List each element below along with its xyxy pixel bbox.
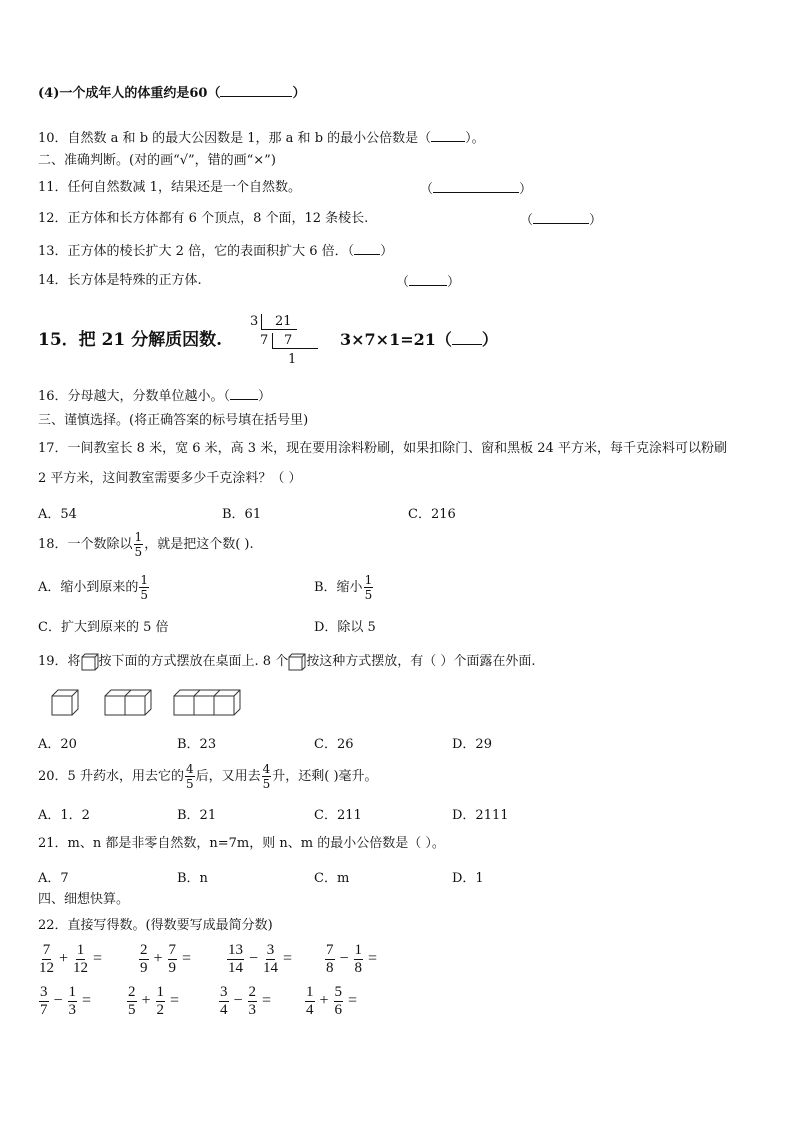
cube-icon bbox=[81, 653, 99, 671]
answer-blank[interactable] bbox=[220, 84, 292, 97]
q14-answer: （ ） bbox=[396, 275, 461, 290]
q12-answer: （ ） bbox=[520, 213, 603, 228]
calc-item: $\frac{7}{12}$ + $\frac{1}{12}$ = bbox=[39, 942, 103, 976]
answer-blank[interactable] bbox=[452, 330, 482, 345]
question-13: 13．正方体的棱长扩大 2 倍，它的表面积扩大 6 倍．（ ） bbox=[38, 244, 394, 259]
question-22: 22．直接写得数。(得数要写成最简分数) bbox=[38, 918, 273, 933]
q19-option-d[interactable]: D．29 bbox=[452, 737, 492, 752]
question-17-line2: 2 平方米，这间教室需要多少千克涂料？（ ） bbox=[38, 471, 302, 486]
question-15: 15．把 21 分解质因数. bbox=[38, 330, 223, 350]
answer-blank[interactable] bbox=[354, 242, 380, 255]
calc-item: $\frac{3}{4}$ − $\frac{2}{3}$ = bbox=[220, 984, 272, 1018]
question-4: (4)一个成年人的体重约是60（ ） bbox=[38, 86, 306, 101]
q18-option-c[interactable]: C．扩大到原来的 5 倍 bbox=[38, 620, 169, 635]
section-3-heading: 三、谨慎选择。(将正确答案的标号填在括号里) bbox=[38, 413, 309, 428]
fraction: $\frac{1}{5}$ bbox=[134, 530, 143, 559]
q19-option-a[interactable]: A．20 bbox=[38, 737, 77, 752]
calc-item: $\frac{1}{4}$ + $\frac{5}{6}$ = bbox=[306, 984, 358, 1018]
q17-option-b[interactable]: B．61 bbox=[222, 507, 262, 522]
q17-option-c[interactable]: C．216 bbox=[408, 507, 456, 522]
calc-item: $\frac{13}{14}$ − $\frac{3}{14}$ = bbox=[228, 942, 293, 976]
q21-option-d[interactable]: D．1 bbox=[452, 871, 484, 886]
question-19: 19．将 按下面的方式摆放在桌面上. 8 个 按这种方式摆放，有（ ）个面露在外面. bbox=[38, 654, 536, 669]
question-16: 16．分母越大，分数单位越小。（ ） bbox=[38, 389, 272, 404]
answer-blank[interactable] bbox=[409, 273, 447, 286]
calc-item: $\frac{2}{9}$ + $\frac{7}{9}$ = bbox=[140, 942, 192, 976]
calc-item: $\frac{3}{7}$ − $\frac{1}{3}$ = bbox=[40, 984, 92, 1018]
q20-option-d[interactable]: D．2111 bbox=[452, 808, 509, 823]
q19-option-b[interactable]: B．23 bbox=[177, 737, 217, 752]
q15-short-division: 3 21 7 7 1 bbox=[248, 311, 320, 367]
q18-option-a[interactable]: A．缩小到原来的 $\frac{1}{5}$ bbox=[38, 573, 149, 602]
q19-option-c[interactable]: C．26 bbox=[314, 737, 354, 752]
cube-icon bbox=[288, 653, 306, 671]
answer-blank[interactable] bbox=[433, 180, 519, 193]
q18-option-d[interactable]: D．除以 5 bbox=[314, 620, 376, 635]
q18-option-b[interactable]: B．缩小 $\frac{1}{5}$ bbox=[314, 573, 373, 602]
answer-blank[interactable] bbox=[533, 211, 589, 224]
question-12: 12．正方体和长方体都有 6 个顶点，8 个面，12 条棱长. bbox=[38, 211, 369, 226]
q21-option-a[interactable]: A．7 bbox=[38, 871, 69, 886]
answer-blank[interactable] bbox=[431, 129, 465, 142]
section-2-heading: 二、准确判断。(对的画“√”，错的画“×”) bbox=[38, 153, 276, 168]
question-10: 10．自然数 a 和 b 的最大公因数是 1，那 a 和 b 的最小公倍数是（ ）。 bbox=[38, 131, 485, 146]
q20-option-a[interactable]: A．1．2 bbox=[38, 808, 90, 823]
question-21: 21．m、n 都是非零自然数，n=7m，则 n、m 的最小公倍数是（ ）。 bbox=[38, 836, 445, 851]
q11-answer: （ ） bbox=[420, 182, 533, 197]
answer-blank[interactable] bbox=[230, 387, 258, 400]
q21-option-c[interactable]: C．m bbox=[314, 871, 350, 886]
question-17-line1: 17．一间教室长 8 米，宽 6 米，高 3 米，现在要用涂料粉刷，如果扣除门、窗和黑板 24 平方米，每千克涂料可以粉刷 bbox=[38, 441, 727, 456]
question-14: 14．长方体是特殊的正方体. bbox=[38, 273, 202, 288]
q21-option-b[interactable]: B．n bbox=[177, 871, 208, 886]
q20-option-b[interactable]: B．21 bbox=[177, 808, 217, 823]
q17-option-a[interactable]: A．54 bbox=[38, 507, 77, 522]
question-18: 18．一个数除以 $\frac{1}{5}$ ，就是把这个数( ). bbox=[38, 530, 254, 559]
section-4-heading: 四、细想快算。 bbox=[38, 892, 130, 907]
question-11: 11．任何自然数减 1，结果还是一个自然数。 bbox=[38, 180, 301, 195]
q4-text: (4)一个成年人的体重约是60（ bbox=[38, 86, 221, 101]
cube-arrangement-figure bbox=[48, 688, 248, 718]
calc-item: $\frac{7}{8}$ − $\frac{1}{8}$ = bbox=[326, 942, 378, 976]
q20-option-c[interactable]: C．211 bbox=[314, 808, 362, 823]
q15-equation: 3×7×1=21（ ） bbox=[340, 330, 498, 349]
calc-item: $\frac{2}{5}$ + $\frac{1}{2}$ = bbox=[128, 984, 180, 1018]
question-20: 20．5 升药水，用去它的 $\frac{4}{5}$ 后，又用去 $\frac{4}{5}$ 升，还剩( )毫升。 bbox=[38, 762, 378, 791]
